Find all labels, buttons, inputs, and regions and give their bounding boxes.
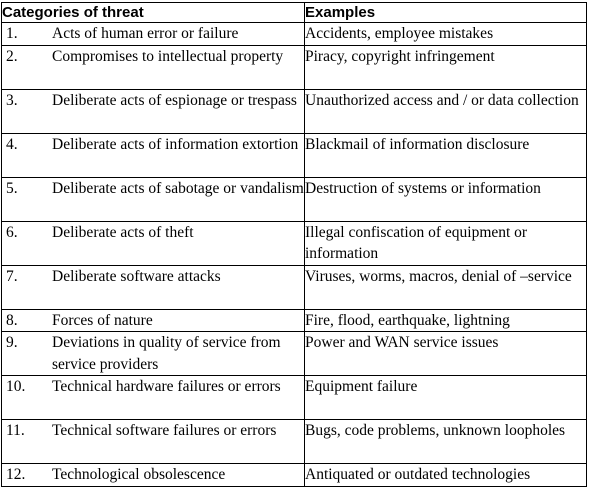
examples-cell: Viruses, worms, macros, denial of –service [305,265,587,309]
examples-cell: Power and WAN service issues [305,332,587,376]
header-examples: Examples [305,3,587,23]
row-number: 4. [6,135,18,153]
row-number: 5. [6,179,18,197]
row-number: 12. [6,466,26,483]
table-row [2,464,587,487]
examples-cell: Destruction of systems or information [305,177,587,221]
table-row [2,89,587,133]
row-number: 8. [6,311,18,329]
category-cell [2,23,305,46]
examples-cell: Antiquated or outdated technologies [305,464,587,487]
examples-cell: Piracy, copyright infringement [305,45,587,89]
table-row [2,45,587,89]
category-cell [2,309,305,332]
category-text: Deliberate acts of sabotage or vandalism [52,179,304,197]
category-cell [2,177,305,221]
category-text: Compromises to intellectual property [52,47,284,65]
threat-categories-table [1,2,587,487]
category-cell [2,133,305,177]
table-header-row [2,3,587,23]
table-row [2,332,587,376]
category-cell [2,376,305,420]
row-number: 2. [6,47,18,65]
table-row [2,265,587,309]
header-categories-of-threat: Categories of threat [2,3,305,23]
row-number: 10. [6,378,26,395]
table-row [2,309,587,332]
category-cell [2,265,305,309]
category-text: Deliberate acts of theft [52,223,194,241]
category-text: Technical software failures or errors [52,422,277,439]
category-cell [2,89,305,133]
category-cell [2,45,305,89]
examples-cell: Bugs, code problems, unknown loopholes [305,420,587,464]
category-text: Acts of human error or failure [52,25,239,42]
category-text: Forces of nature [52,311,153,329]
category-cell [2,332,305,376]
category-text: Deliberate acts of information extortion [52,135,299,153]
category-cell [2,464,305,487]
table-row [2,177,587,221]
category-text: Deviations in quality of service from service providers [52,334,281,373]
examples-cell: Illegal confiscation of equipment or information [305,221,587,265]
examples-cell: Unauthorized access and / or data collection [305,89,587,133]
examples-cell: Fire, flood, earthquake, lightning [305,309,587,332]
examples-cell: Equipment failure [305,376,587,420]
table-row [2,23,587,46]
table-row [2,420,587,464]
category-cell [2,221,305,265]
row-number: 1. [6,25,18,42]
row-number: 11. [6,422,25,439]
table-row [2,221,587,265]
category-text: Technological obsolescence [52,466,226,483]
examples-cell: Blackmail of information disclosure [305,133,587,177]
table-row [2,133,587,177]
row-number: 3. [6,91,18,109]
examples-cell: Accidents, employee mistakes [305,23,587,46]
category-text: Deliberate software attacks [52,267,221,285]
category-text: Technical hardware failures or errors [52,378,281,395]
category-text: Deliberate acts of espionage or trespass [52,91,297,109]
row-number: 6. [6,223,18,241]
row-number: 7. [6,267,18,285]
row-number: 9. [6,334,18,351]
table-row [2,376,587,420]
category-cell [2,420,305,464]
